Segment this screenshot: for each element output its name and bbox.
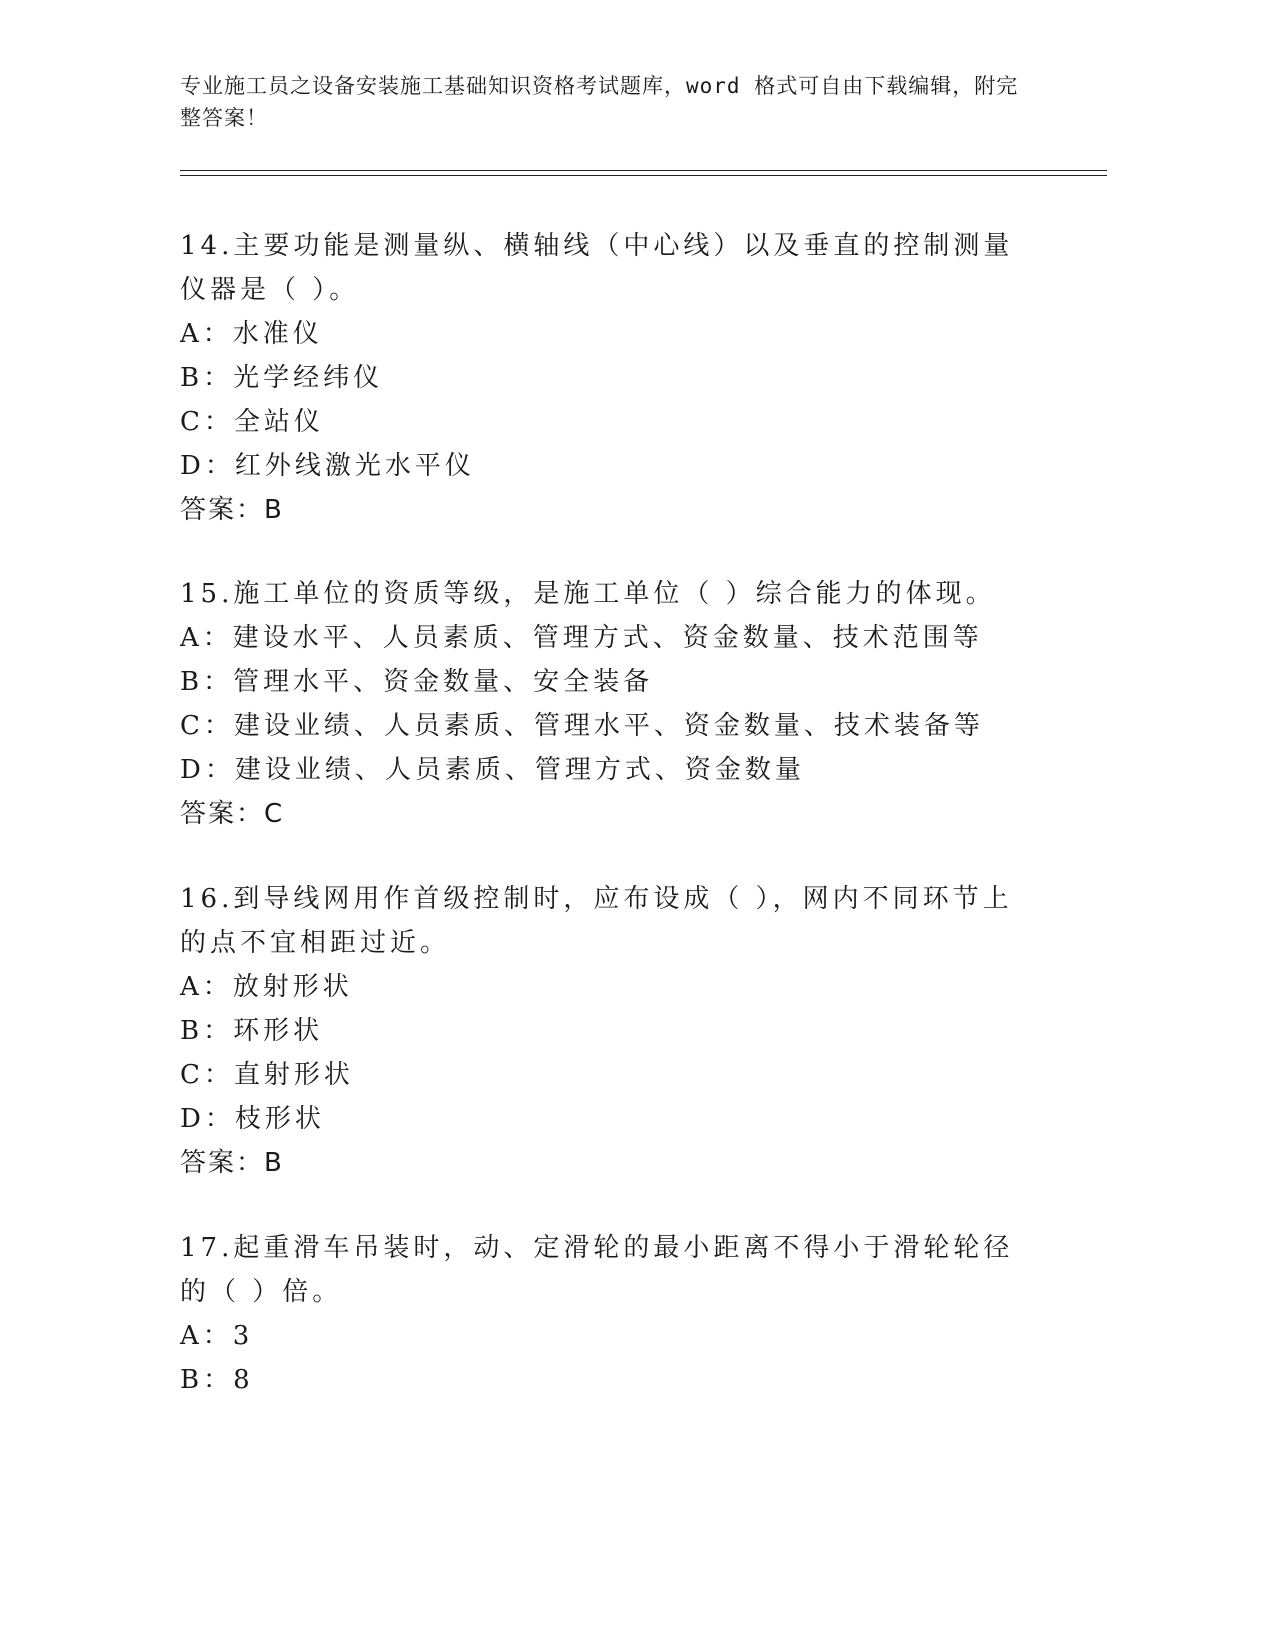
option-c: C：全站仪 xyxy=(180,407,324,437)
question-stem: 14.主要功能是测量纵、横轴线（中心线）以及垂直的控制测量仪器是（ ）。 xyxy=(180,231,1014,305)
question-stem: 16.到导线网用作首级控制时，应布设成（ ），网内不同环节上的点不宜相距过近。 xyxy=(180,884,1013,958)
header-divider-bottom xyxy=(180,175,1107,176)
option-b: B：光学经纬仪 xyxy=(180,363,384,393)
option-b: B：管理水平、资金数量、安全装备 xyxy=(180,667,654,697)
option-a: A：水准仪 xyxy=(180,319,323,349)
option-d: D：建设业绩、人员素质、管理方式、资金数量 xyxy=(180,755,805,785)
option-c: C：建设业绩、人员素质、管理水平、资金数量、技术装备等 xyxy=(180,711,984,741)
question-stem: 15.施工单位的资质等级，是施工单位（ ）综合能力的体现。 xyxy=(180,579,996,609)
question-stem: 17.起重滑车吊装时，动、定滑轮的最小距离不得小于滑轮轮径的（ ）倍。 xyxy=(180,1233,1014,1307)
question-14 xyxy=(180,224,1105,532)
question-17 xyxy=(180,1226,1105,1402)
answer: 答案：B xyxy=(180,495,284,525)
option-c: C：直射形状 xyxy=(180,1060,354,1090)
option-a: A：3 xyxy=(180,1321,254,1351)
header-divider-top xyxy=(180,170,1107,171)
option-d: D：红外线激光水平仪 xyxy=(180,451,475,481)
question-16 xyxy=(180,877,1105,1185)
document-header: 专业施工员之设备安装施工基础知识资格考试题库，word 格式可自由下载编辑，附完整答案！ xyxy=(180,74,1019,130)
question-15 xyxy=(180,572,1105,836)
option-d: D：枝形状 xyxy=(180,1104,325,1134)
option-b: B：8 xyxy=(180,1365,254,1395)
option-a: A：放射形状 xyxy=(180,972,353,1002)
answer: 答案：C xyxy=(180,799,285,829)
answer: 答案：B xyxy=(180,1148,284,1178)
option-a: A：建设水平、人员素质、管理方式、资金数量、技术范围等 xyxy=(180,623,983,653)
option-b: B：环形状 xyxy=(180,1016,324,1046)
